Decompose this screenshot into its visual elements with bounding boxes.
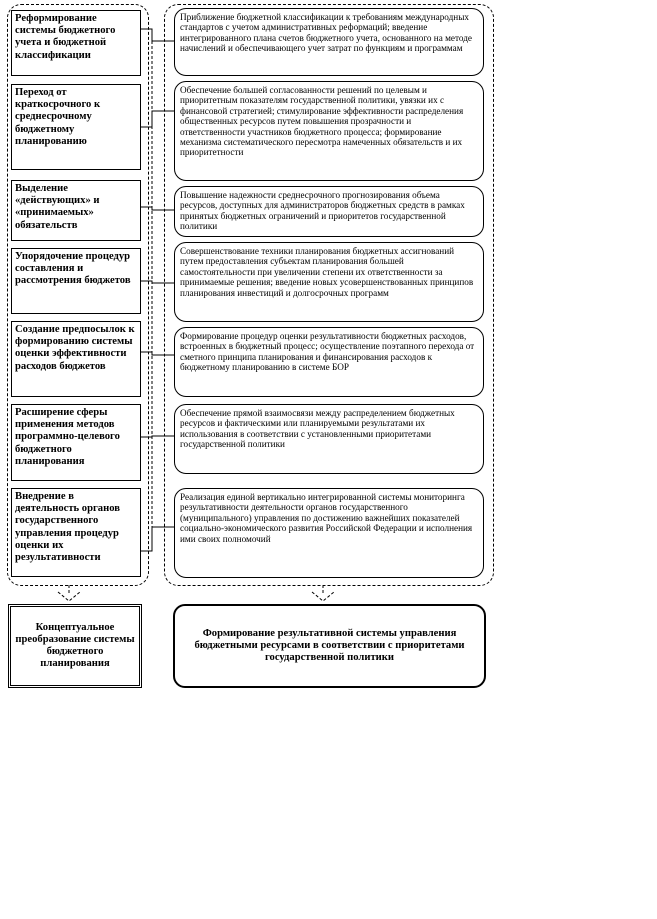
result-box-conceptual xyxy=(8,604,142,688)
left-item-1: Реформирование системы бюджетного учета и бюджетной классификации xyxy=(11,10,141,76)
left-item-4: Упорядочение процедур составления и рассмотрения бюджетов xyxy=(11,248,141,314)
left-item-2: Переход от краткосрочного к среднесрочному бюджетному планированию xyxy=(11,84,141,170)
left-item-3: Выделение «действующих» и «принимаемых» обязательств xyxy=(11,180,141,241)
left-item-7: Внедрение в деятельность органов государственного управления процедур оценки их результативности xyxy=(11,488,141,577)
right-item-6: Обеспечение прямой взаимосвязи между распределением бюджетных ресурсов и фактическими или планируемыми результатами их использования в соответствии с установленными приоритетами государственной политики xyxy=(174,404,484,474)
result-box-effective-system-text: Формирование результативной системы управления бюджетными ресурсами в соответствии с приоритетами государственной политики xyxy=(194,627,465,664)
right-item-5: Формирование процедур оценки результативности бюджетных расходов, встроенных в бюджетный процесс; осуществление поэтапного перехода от сметного принципа планирования и финансирования расходов к бюджетному планированию в системе БОР xyxy=(174,327,484,397)
right-item-4: Совершенствование техники планирования бюджетных ассигнований путем предоставления субъектам планирования большей самостоятельности при увеличении степени их ответственности за принимаемые решения; введение новых усовершенствованных принципов планирования инвестиций и долгосрочных программ xyxy=(174,242,484,322)
right-item-3: Повышение надежности среднесрочного прогнозирования объема ресурсов, доступных для администраторов бюджетных средств в рамках принятых бюджетных ограничений и приоритетов государственной политики xyxy=(174,186,484,237)
left-item-5: Создание предпосылок к формированию системы оценки эффективности расходов бюджетов xyxy=(11,321,141,397)
result-box-effective-system xyxy=(173,604,486,688)
left-down-arrow xyxy=(58,585,80,601)
left-item-6: Расширение сферы применения методов программно-целевого бюджетного планирования xyxy=(11,404,141,481)
right-item-2: Обеспечение большей согласованности решений по целевым и приоритетным показателям государственной политики, увязки их с финансовой стратегией; стимулирование эффективности распределения общественных ресурсов путем повышения прозрачности и ответственности участников бюджетного процесса; формирование механизма систематического пересмотра намеченных обязательств и их приоритетности xyxy=(174,81,484,181)
right-down-arrow xyxy=(312,585,334,601)
right-item-1: Приближение бюджетной классификации к требованиям международных стандартов с учетом административных реформаций; введение интегрированного плана счетов бюджетного учета, основанного на методе начислений и обеспечивающего учет затрат по функциям и программам xyxy=(174,8,484,76)
right-item-7: Реализация единой вертикально интегрированной системы мониторинга результативности деятельности органов государственного (муниципального) управления по достижению важнейших показателей социально-экономического развития Российской Федерации и исполнения ими своих полномочий xyxy=(174,488,484,578)
result-box-conceptual-text: Концептуальное преобразование системы бюджетного планирования xyxy=(15,621,135,670)
